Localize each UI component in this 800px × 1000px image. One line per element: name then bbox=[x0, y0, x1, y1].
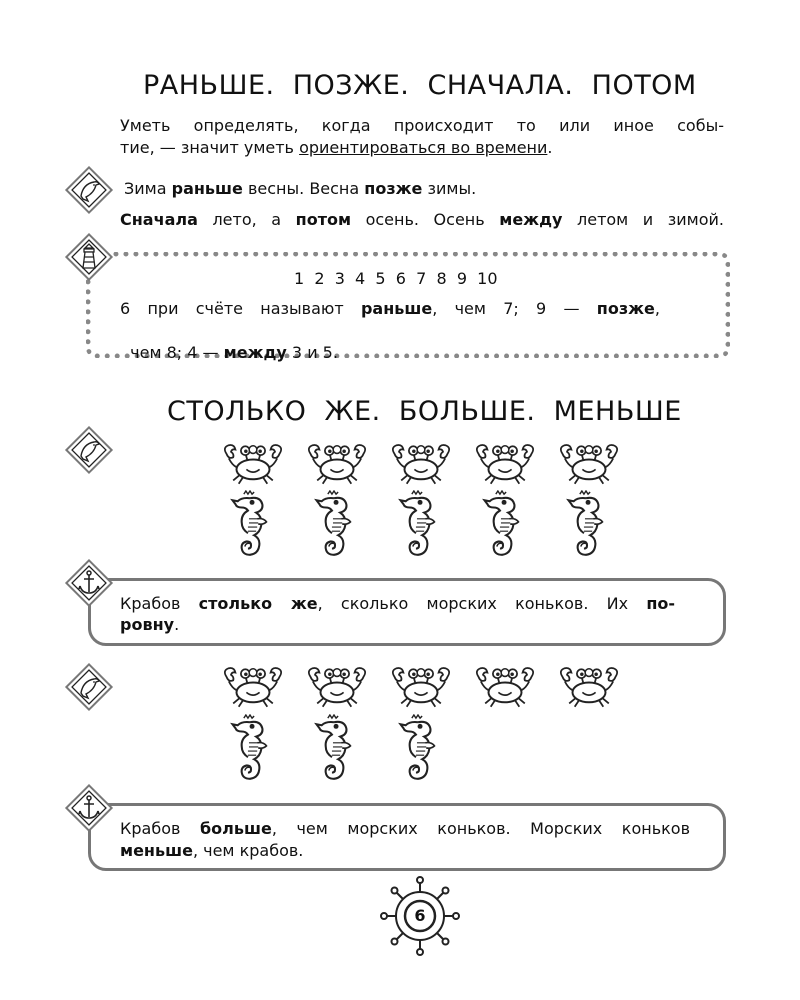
bold-term: потом bbox=[295, 210, 352, 229]
seahorse-row-1 bbox=[228, 490, 608, 562]
bold-term: раньше bbox=[171, 179, 243, 198]
seahorse-icon bbox=[312, 490, 356, 562]
text: весны. Весна bbox=[242, 179, 365, 198]
text: Крабов bbox=[120, 594, 199, 613]
text: осень. Осень bbox=[351, 210, 500, 229]
text: , сколько морских коньков. Их bbox=[317, 594, 647, 613]
anchor-icon bbox=[64, 783, 114, 833]
dolphin-icon bbox=[64, 662, 114, 712]
crab-icon bbox=[472, 443, 538, 487]
seasons-line-2 bbox=[120, 209, 724, 231]
intro-line-2 bbox=[120, 137, 724, 159]
anchor-icon bbox=[64, 558, 114, 608]
bold-term: позже bbox=[364, 179, 423, 198]
text: лето, а bbox=[197, 210, 296, 229]
bold-term: по- bbox=[646, 594, 676, 613]
numbers-line-1 bbox=[120, 298, 660, 320]
more-line-1 bbox=[120, 818, 690, 840]
text: Крабов bbox=[120, 819, 200, 838]
numbers-line-2 bbox=[120, 320, 338, 364]
equal-line-2 bbox=[120, 614, 179, 636]
seahorse-icon bbox=[312, 714, 356, 786]
crab-icon bbox=[220, 666, 286, 710]
dolphin-icon bbox=[64, 425, 114, 475]
text: , чем крабов. bbox=[192, 841, 304, 860]
bold-term: между bbox=[223, 343, 287, 362]
text: 6 при счёте называют bbox=[120, 299, 361, 318]
bold-term: больше bbox=[199, 819, 272, 838]
bold-term: раньше bbox=[360, 299, 433, 318]
crab-icon bbox=[220, 443, 286, 487]
lighthouse-icon bbox=[64, 232, 114, 282]
bold-term: меньше bbox=[120, 841, 193, 860]
seahorse-icon bbox=[228, 490, 272, 562]
number-sequence: 1 2 3 4 5 6 7 8 9 10 bbox=[294, 269, 498, 288]
seahorse-icon bbox=[396, 490, 440, 562]
intro-line-1: Уметь определять, когда происходит то или иное собы- bbox=[120, 116, 724, 135]
text: Зима bbox=[124, 179, 172, 198]
text: чем 8; 4 — bbox=[130, 343, 224, 362]
crab-icon bbox=[556, 666, 622, 710]
text: летом и зимой. bbox=[562, 210, 725, 229]
text: зимы. bbox=[422, 179, 477, 198]
equal-line-1 bbox=[120, 593, 675, 615]
bold-term: Сначала bbox=[120, 210, 198, 229]
intro-underlined-term: ориентироваться во времени bbox=[299, 138, 548, 157]
bold-term: между bbox=[499, 210, 563, 229]
text: 3 и 5. bbox=[286, 343, 338, 362]
section-title-time: РАНЬШЕ. ПОЗЖЕ. СНАЧАЛА. ПОТОМ bbox=[143, 70, 697, 101]
dolphin-icon bbox=[64, 165, 114, 215]
text: , чем морских коньков. Морских коньков bbox=[271, 819, 690, 838]
seahorse-icon bbox=[480, 490, 524, 562]
seahorse-icon bbox=[228, 714, 272, 786]
page-number: 6 bbox=[414, 906, 426, 925]
crab-icon bbox=[556, 443, 622, 487]
bold-term: ровну bbox=[120, 615, 175, 634]
section-title-compare: СТОЛЬКО ЖЕ. БОЛЬШЕ. МЕНЬШЕ bbox=[167, 396, 682, 427]
crab-icon bbox=[304, 666, 370, 710]
crab-icon bbox=[388, 666, 454, 710]
crab-row-2 bbox=[220, 666, 622, 710]
text: . bbox=[174, 615, 180, 634]
bold-term: столько же bbox=[198, 594, 318, 613]
intro-text: . bbox=[547, 138, 553, 157]
intro-text: тие, — значит уметь bbox=[120, 138, 300, 157]
text: , bbox=[654, 299, 660, 318]
bold-term: позже bbox=[596, 299, 655, 318]
crab-row-1 bbox=[220, 443, 622, 487]
seahorse-icon bbox=[564, 490, 608, 562]
seahorse-icon bbox=[396, 714, 440, 786]
seahorse-row-2 bbox=[228, 714, 440, 786]
crab-icon bbox=[388, 443, 454, 487]
crab-icon bbox=[472, 666, 538, 710]
text: , чем 7; 9 — bbox=[432, 299, 597, 318]
crab-icon bbox=[304, 443, 370, 487]
more-line-2 bbox=[120, 840, 303, 862]
seasons-line-1 bbox=[124, 178, 476, 200]
